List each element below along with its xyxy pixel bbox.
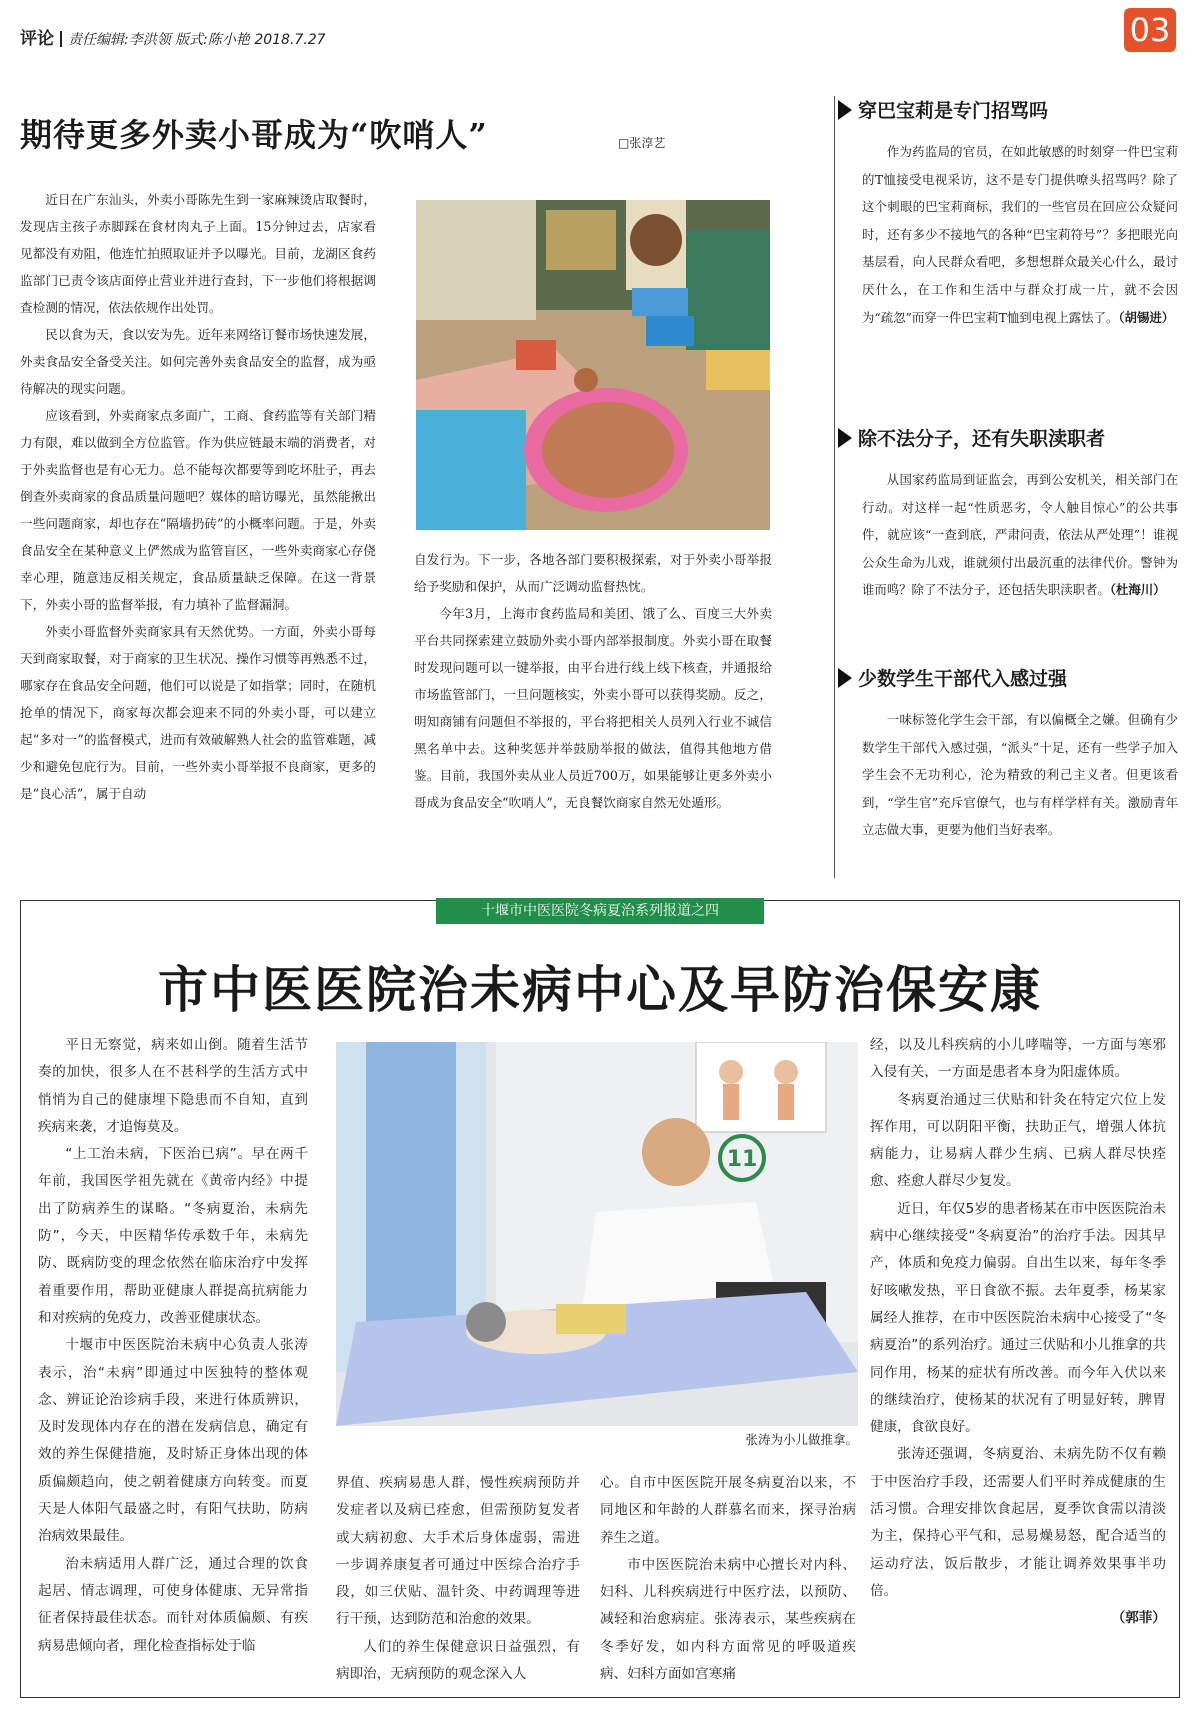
paragraph: 今年3月，上海市食药监局和美团、饿了么、百度三大外卖平台共同探索建立鼓励外卖小哥内部举报制度。外卖小哥在取餐时发现问题可以一键举报，由平台进行线上线下核查，并通报给市场监管部门，一旦问题核实，外卖小哥可以获得奖励。反之，明知商铺有问题但不举报的，平台将把相关人员列入行业不诚信黑名单中去。这种奖惩并举鼓励举报的做法，值得其他地方借鉴。目前，我国外卖从业人员近700万，如果能够让更多外卖小哥成为食品安全“吹哨人”，无良餐饮商家自然无处遁形。 [414,606,772,810]
page-header [20,24,326,49]
main-article-column-1 [20,186,376,876]
main-article-byline: □张淳艺 [618,136,666,150]
feature-column-4 [870,1032,1166,1692]
paragraph: 自发行为。下一步，各地各部门要积极探索，对于外卖小哥举报给予奖励和保护，从而广泛调动监督热忱。 [414,552,772,594]
sidebar-item-1 [862,138,1178,331]
series-banner: 十堰市中医医院冬病夏治系列报道之四 [436,898,764,924]
sidebar-heading-1 [838,96,1048,123]
main-article-column-2 [414,546,772,876]
feature-author: （郭菲） [1111,1610,1166,1627]
paragraph: 民以食为天，食以安为先。近年来网络订餐市场快速发展，外卖食品安全备受关注。如何完善外卖食品安全的监督，成为亟待解决的现实问题。 [20,327,376,396]
paragraph: 界值、疾病易患人群，慢性疾病预防并发症者以及病已痊愈，但需预防复发者或大病初愈、大手术后身体虚弱，需进一步调养康复者可通过中医综合治疗手段，如三伏贴、温针灸、中药调理等进行干预，达到防范和治愈的效果。 [336,1475,580,1628]
sidebar-author: （胡锡进） [1118,309,1175,325]
photo-caption: 张涛为小儿做推拿。 [745,1432,858,1447]
triangle-marker-icon [838,668,852,688]
paragraph: 外卖小哥监督外卖商家具有天然优势。一方面，外卖小哥每天到商家取餐，对于商家的卫生状况、操作习惯等再熟悉不过，哪家存在食品安全问题，他们可以说是了如指掌；同时，在随机抢单的情况下，商家每次都会迎来不同的外卖小哥，可以建立起“多对一”的监督模式，进而有效破解熟人社会的监管难题，减少和避免包庇行为。目前，一些外卖小哥举报不良商家，更多的是“良心活”，属于自动 [20,624,376,801]
article-photo-food-stall [416,200,770,530]
feature-column-3 [600,1470,856,1692]
paragraph: 人们的养生保健意识日益强烈，有病即治，无病预防的观念深入人 [336,1638,580,1683]
paragraph: 十堰市中医医院治未病中心负责人张涛表示，治“未病”即通过中医独特的整体观念、辨证论治诊病手段，来进行体质辨识，及时发现体内存在的潜在发病信息，确定有效的养生保健措施，及时矫正身体出现的体质偏颇趋向，使之朝着健康方向转变。而夏天是人体阳气最盛之时，有阳气扶助，防病治病效果最佳。 [38,1337,308,1545]
photo-illustration [336,1042,858,1426]
sidebar-title: 少数学生干部代入感过强 [858,668,1068,690]
page-number-badge: 03 [1124,8,1176,52]
sidebar-body: 作为药监局的官员，在如此敏感的时刻穿一件巴宝莉的T恤接受电视采访，这不是专门提供嘹头招骂吗？除了这个刺眼的巴宝莉商标，我们的一些官员在回应公众疑问时，还有多少不接地气的各种“巴宝莉符号”？多把眼光向基层看，向人民群众看吧，多想想群众最关心什么，最讨厌什么，在工作和生活中与群众打成一片，就不会因为“疏忽”而穿一件巴宝莉T恤到电视上露怯了。 [862,144,1178,325]
paragraph: 张涛还强调，冬病夏治、未病先防不仅有赖于中医治疗手段，还需要人们平时养成健康的生活习惯。合理安排饮食起居，夏季饮食需以清淡为主，保持心平气和，忌易燥易怒，配合适当的运动疗法，饭后散步，才能让调养效果事半功倍。 [870,1446,1166,1599]
feature-column-2 [336,1470,580,1692]
main-article-title: 期待更多外卖小哥成为“吹哨人” [20,116,488,154]
paragraph: 近日在广东汕头，外卖小哥陈先生到一家麻辣烫店取餐时，发现店主孩子赤脚踩在食材肉丸子上面。15分钟过去，店家看见都没有劝阻，他连忙拍照取证并予以曝光。目前，龙湖区食药监部门已责令该店面停止营业并进行查封，下一步他们将根据调查检测的情况，依法依规作出处罚。 [20,192,376,315]
paragraph: 市中医医院治未病中心擅长对内科、妇科、儿科疾病进行中医疗法，以预防、减轻和治愈病症。张涛表示，某些疾病在冬季好发，如内科方面常见的呼吸道疾病、妇科方面如宫寒痛 [600,1556,856,1683]
paragraph: 治未病适用人群广泛，通过合理的饮食起居、情志调理，可使身体健康、无异常指征者保持最佳状态。而针对体质偏颇、有疾病易患倾向者，理化检查指标处于临 [38,1555,308,1654]
sidebar-title: 除不法分子，还有失职渎职者 [858,428,1106,450]
paragraph: 近日，年仅5岁的患者杨某在市中医医院治未病中心继续接受“冬病夏治”的治疗手法。因其早产，体质和免疫力偏弱。自出生以来，每年冬季好咳嗽发热，平日食欲不振。去年夏季，杨某家属经人推荐，在市中医医院治未病中心接受了“冬病夏治”的系列治疗。通过三伏贴和小儿推拿的共同作用，杨某的症状有所改善。而今年入伏以来的继续治疗，使杨某的状况有了明显好转，脾胃健康，食欲良好。 [870,1200,1166,1436]
photo-badge-number: 11 [726,1147,758,1172]
paragraph: 应该看到，外卖商家点多面广，工商、食药监等有关部门精力有限，难以做到全方位监管。作为供应链最末端的消费者，对于外卖监督也是有心无力。总不能每次都要等到吃坏肚子，再去倒查外卖商家的食品质量问题吧？媒体的暗访曝光，虽然能揪出一些问题商家，却也存在“隔墙扔砖”的小概率问题。于是，外卖食品安全在某种意义上俨然成为监管盲区，一些外卖商家心存侥幸心理，随意违反相关规定，食品质量缺乏保障。在这一背景下，外卖小哥的监督举报，有力填补了监督漏洞。 [20,408,376,612]
feature-column-1 [38,1032,308,1692]
sidebar-item-2 [862,466,1178,604]
sidebar-item-3 [862,706,1178,844]
feature-photo-massage [336,1042,858,1426]
paragraph: 心。自市中医医院开展冬病夏治以来，不同地区和年龄的人群慕名而来，探寻治病养生之道。 [600,1475,856,1546]
feature-title: 市中医医院治未病中心及早防治保安康 [158,960,1042,1019]
header-divider [60,31,62,47]
sidebar-body: 从国家药监局到证监会，再到公安机关，相关部门在行动。对这样一起“性质恶劣，令人触目惊心”的公共事件，就应该“一查到底，严肃问责，依法从严处理”！谁视公众生命为儿戏，谁就须付出最沉重的法律代价。警钟为谁而鸣？除了不法分子，还包括失职渎职者。 [862,472,1178,598]
paragraph: 经，以及儿科疾病的小儿哮喘等，一方面与寒邪入侵有关，一方面是患者本身为阳虚体质。 [870,1037,1166,1081]
sidebar-divider [834,96,835,878]
sidebar-body: 一味标签化学生会干部，有以偏概全之嫌。但确有少数学生干部代入感过强，“派头”十足，还有一些学子加入学生会不无功利心，沦为精致的利己主义者。但更该看到，“学生官”充斥官僚气，也与有样学样有关。激励青年立志做大事，更要为他们当好表率。 [862,712,1178,838]
paragraph: 冬病夏治通过三伏贴和针灸在特定穴位上发挥作用，可以阴阳平衡，扶助正气，增强人体抗病能力，让易病人群少生病、已病人群尽快痊愈、痊愈人群尽少复发。 [870,1091,1166,1190]
photo-illustration [416,200,770,530]
sidebar-heading-2 [838,424,1105,451]
paragraph: “上工治未病，下医治已病”。早在两千年前，我国医学祖先就在《黄帝内经》中提出了防病养生的谋略。“冬病夏治，未病先防”，今天，中医精华传承数千年，未病先防、既病防变的理念依然在临床治疗中发挥着重要作用，帮助亚健康人群提高抗病能力和对疾病的免疫力，改善亚健康状态。 [38,1146,308,1326]
section-name: 评论 [20,29,54,49]
sidebar-heading-3 [838,664,1067,691]
paragraph: 平日无察觉，病来如山倒。随着生活节奏的加快，很多人在不甚科学的生活方式中悄悄为自己的健康埋下隐患而不自知，直到疾病来袭，才追悔莫及。 [38,1037,308,1135]
sidebar-title: 穿巴宝莉是专门招骂吗 [858,100,1049,122]
triangle-marker-icon [838,428,852,448]
triangle-marker-icon [838,100,852,120]
editor-info: 责任编辑:李洪领 版式:陈小艳 2018.7.27 [68,32,326,48]
sidebar-author: （杜海川） [1109,582,1166,598]
